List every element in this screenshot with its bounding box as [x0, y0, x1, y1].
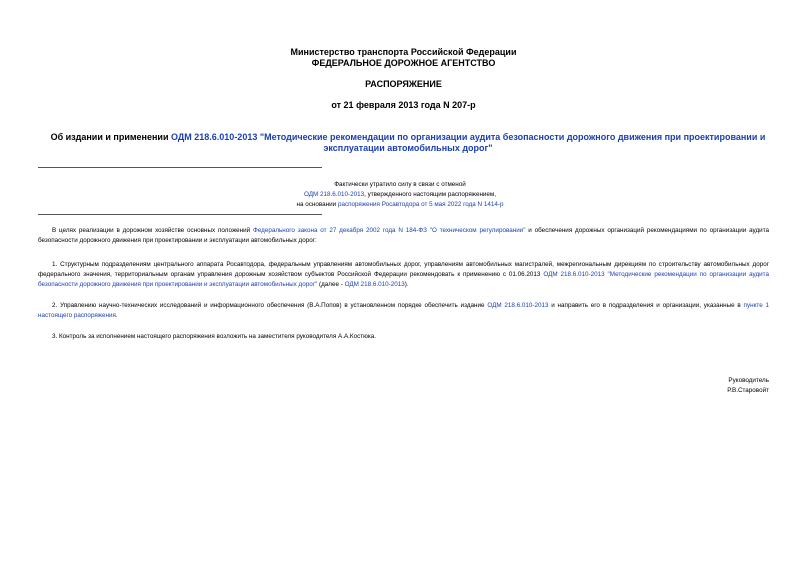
document-title: [48, 132, 768, 154]
item-2-text-3: .: [115, 312, 118, 319]
signature-name: Р.В.Старовойт: [727, 387, 769, 394]
signature-block: [727, 376, 769, 396]
item-1-odm-full-link[interactable]: ОДМ 218.6.010-2013 "Методические рекомендации по организации аудита безопасности дорожного движения при проектировании и эксплуатации автомобильных дорог": [38, 271, 769, 288]
divider-top: [38, 167, 322, 168]
item-1-odm-short-link[interactable]: ОДМ 218.6.010-2013: [344, 281, 405, 288]
status-note-line3-text: на основании: [296, 201, 338, 208]
intro-text-1: В целях реализации в дорожном хозяйстве основных положений: [52, 227, 253, 234]
item-1-text-2: (далее -: [317, 281, 345, 288]
status-note-odm-link[interactable]: ОДМ 218.6.010-2013: [303, 191, 365, 198]
ministry-name: Министерство транспорта Российской Федерации: [290, 47, 517, 57]
item-2-paragraph: [38, 301, 769, 321]
item-2-text-1: 2. Управлению научно-технических исследований и информационного обеспечения (В.А.Попов) в установленном порядке обеспечить издание: [52, 302, 488, 309]
item-1-paragraph: [38, 260, 769, 290]
document-date-number: от 21 февраля 2013 года N 207-р: [331, 100, 476, 110]
intro-paragraph: [38, 226, 769, 246]
item-2-clause-link[interactable]: пункте 1 настоящего распоряжения: [38, 302, 770, 319]
item-1-text-1: 1. Структурным подразделениям центрального аппарата Росавтодора, федеральным управлениям автомобильных дорог, управлениям автомобильных магистралей, межрегиональным дирекциям по строительству автомобильных дорог федерального значения, территориальным органам управления дорожным хозяйством субъектов Российской Федерации рекомендовать к применению с 01.06.2013: [38, 261, 769, 278]
status-note-line2: [250, 190, 550, 200]
status-note: [250, 180, 550, 210]
title-link[interactable]: ОДМ 218.6.010-2013 "Методические рекомендации по организации аудита безопасности дорожного движения при проектировании и эксплуатации автомобильных дорог": [170, 132, 766, 153]
agency-name: ФЕДЕРАЛЬНОЕ ДОРОЖНОЕ АГЕНТСТВО: [311, 58, 496, 68]
item-2-text-2: и направить его в подразделения и организации, указанные в: [548, 302, 744, 309]
item-3-paragraph: [38, 332, 769, 342]
item-1-text-3: ).: [404, 281, 409, 288]
status-note-order-link[interactable]: распоряжения Росавтодора от 5 мая 2022 года N 1414-р: [337, 201, 504, 208]
federal-law-link[interactable]: Федерального закона от 27 декабря 2002 года N 184-ФЗ "О техническом регулировании": [253, 227, 526, 234]
status-note-line3: [250, 200, 550, 210]
status-note-line2-text: , утвержденного настоящим распоряжением,: [364, 191, 497, 198]
signature-role: Руководитель: [728, 377, 769, 384]
item-2-odm-link[interactable]: ОДМ 218.6.010-2013: [487, 302, 549, 309]
document-type: РАСПОРЯЖЕНИЕ: [365, 79, 442, 89]
item-3-text: 3. Контроль за исполнением настоящего распоряжения возложить на заместителя руководителя А.А.Костюка.: [52, 333, 376, 340]
divider-bottom: [38, 214, 322, 215]
status-note-line1: Фактически утратило силу в связи с отменой: [334, 181, 466, 188]
intro-text-2: и обеспечения дорожных организаций рекомендациями по организации аудита безопасности дорожного движения при проектировании и эксплуатации автомобильных дорог:: [38, 227, 770, 244]
title-prefix: Об издании и применении: [50, 132, 171, 142]
